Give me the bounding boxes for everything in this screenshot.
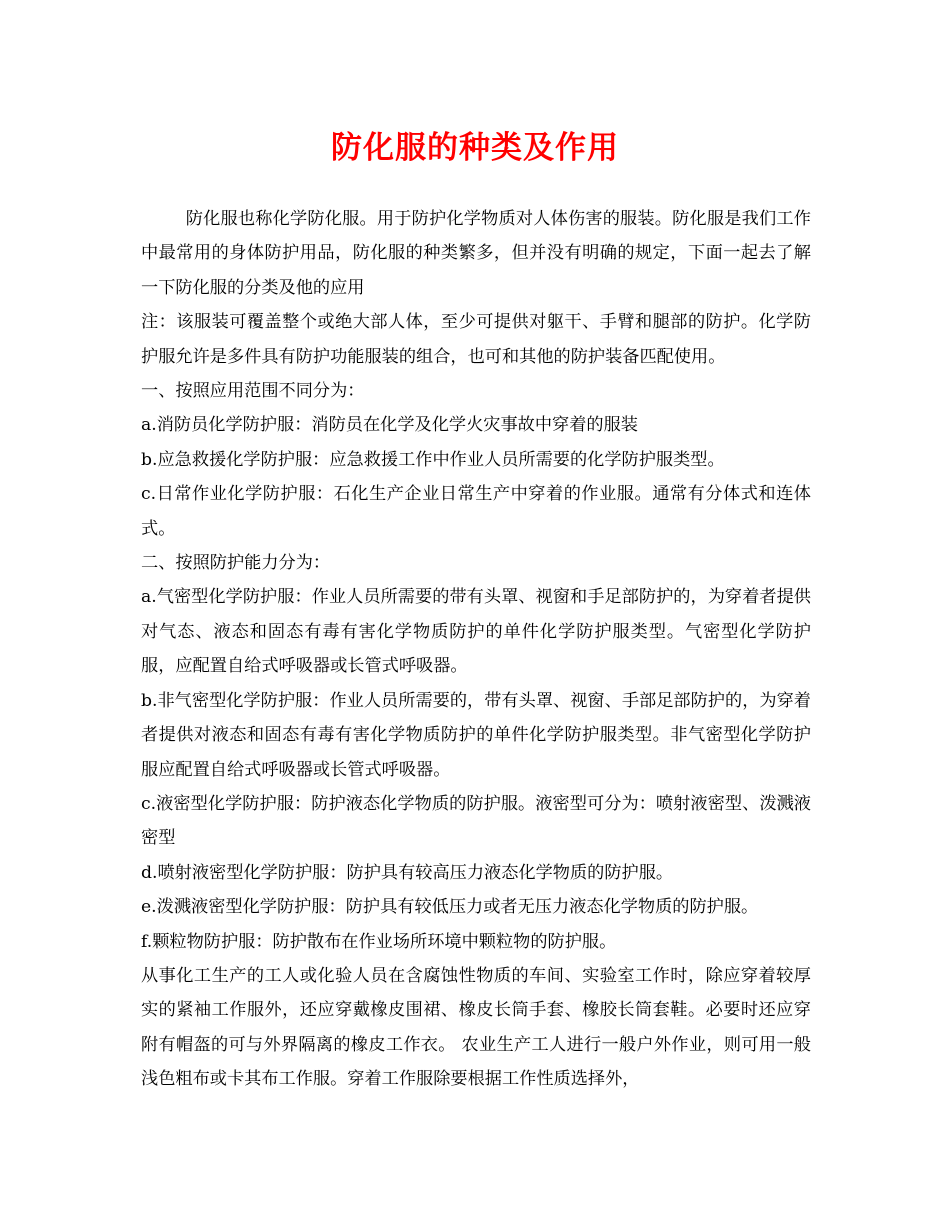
note-paragraph: 注：该服装可覆盖整个或绝大部人体，至少可提供对躯干、手臂和腿部的防护。化学防护服允许是多件具有防护功能服装的组合，也可和其他的防护装备匹配使用。 (141, 312, 811, 367)
list-item: a.消防员化学防护服：消防员在化学及化学火灾事故中穿着的服装 (141, 415, 638, 436)
document-body (141, 202, 811, 1097)
section-heading-application: 一、按照应用范围不同分为： (141, 381, 365, 402)
list-item: d.喷射液密型化学防护服：防护具有较高压力液态化学物质的防护服。 (141, 862, 674, 883)
list-item: f.颗粒物防护服：防护散布在作业场所环境中颗粒物的防护服。 (141, 931, 617, 952)
document-title: 防化服的种类及作用 (331, 130, 619, 166)
list-item: c.日常作业化学防护服：石化生产企业日常生产中穿着的作业服。通常有分体式和连体式。 (141, 484, 811, 539)
list-item: b.非气密型化学防护服：作业人员所需要的，带有头罩、视窗、手部足部防护的，为穿着者提供对液态和固态有毒有害化学物质防护的单件化学防护服类型。非气密型化学防护服应配置自给式呼吸器或长管式呼吸器。 (141, 690, 811, 780)
intro-paragraph: 防化服也称化学防化服。用于防护化学物质对人体伤害的服装。防化服是我们工作中最常用的身体防护用品，防化服的种类繁多，但并没有明确的规定，下面一起去了解一下防化服的分类及他的应用 (141, 209, 811, 298)
closing-paragraph: 从事化工生产的工人或化验人员在含腐蚀性物质的车间、实验室工作时，除应穿着较厚实的紧袖工作服外，还应穿戴橡皮围裙、橡皮长筒手套、橡胶长筒套鞋。必要时还应穿附有帽盔的可与外界隔离的橡皮工作衣。 农业生产工人进行一般户外作业，则可用一般浅色粗布或卡其布工作服。穿着工作服除要根据工作性质选择外， (141, 965, 811, 1090)
list-item: b.应急救援化学防护服：应急救援工作中作业人员所需要的化学防护服类型。 (141, 449, 725, 470)
list-item: a.气密型化学防护服：作业人员所需要的带有头罩、视窗和手足部防护的，为穿着者提供对气态、液态和固态有毒有害化学物质防护的单件化学防护服类型。气密型化学防护服，应配置自给式呼吸器或长管式呼吸器。 (141, 587, 811, 677)
list-item: c.液密型化学防护服：防护液态化学物质的防护服。液密型可分为：喷射液密型、泼溅液密型 (141, 793, 811, 849)
list-item: e.泼溅液密型化学防护服：防护具有较低压力或者无压力液态化学物质的防护服。 (141, 897, 759, 918)
section-heading-protection: 二、按照防护能力分为： (141, 553, 331, 574)
